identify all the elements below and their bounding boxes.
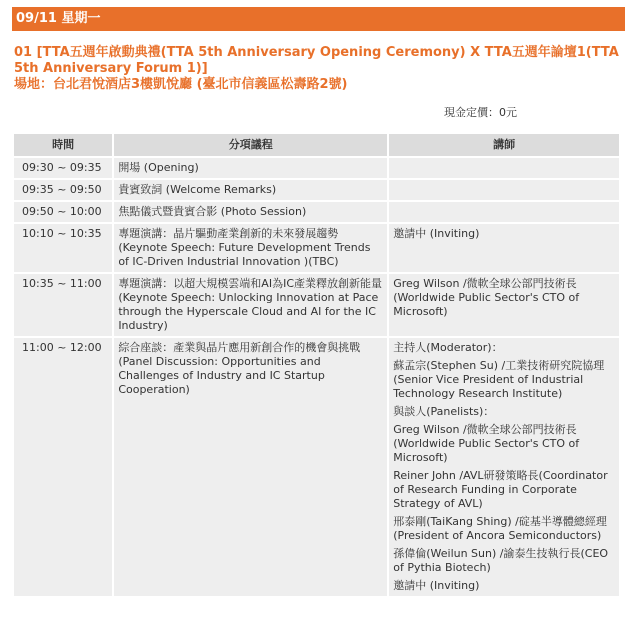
row-agenda: 開場 (Opening) [114, 158, 387, 178]
table-row [14, 202, 619, 222]
speaker-entry: 邀請中 (Inviting) [393, 579, 480, 592]
row-speakers [389, 274, 619, 336]
row-time: 11:00 ~ 12:00 [14, 338, 112, 596]
row-agenda: 綜合座談：產業與晶片應用新創合作的機會與挑戰(Panel Discussion: Opportunities and Challenges of Industry and IC Startup Cooperation) [114, 338, 387, 596]
row-speakers [389, 158, 619, 178]
schedule-body [14, 158, 619, 596]
row-agenda: 貴賓致詞 (Welcome Remarks) [114, 180, 387, 200]
table-row [14, 158, 619, 178]
speaker-entry: Greg Wilson /微軟全球公部門技術長(Worldwide Public Sector's CTO of Microsoft) [393, 423, 580, 464]
row-time: 10:35 ~ 11:00 [14, 274, 112, 336]
session-venue: 場地：台北君悅酒店3樓凱悅廳 (臺北市信義區松壽路2號) [14, 77, 348, 92]
session-title [14, 45, 626, 93]
table-row [14, 180, 619, 200]
header-speaker: 講師 [389, 134, 619, 156]
row-speakers [389, 224, 619, 272]
row-agenda: 專題演講：晶片驅動產業創新的未來發展趨勢(Keynote Speech: Future Development Trends of IC-Driven Industrial Innovation )(TBC) [114, 224, 387, 272]
speaker-entry: Reiner John /AVL研發策略長(Coordinator of Research Funding in Corporate Strategy of AVL) [393, 469, 608, 510]
session-name: 01 [TTA五週年啟動典禮(TTA 5th Anniversary Opening Ceremony) X TTA五週年論壇1(TTA 5th Anniversary Forum 1)] [14, 45, 619, 76]
speaker-entry: 邀請中 (Inviting) [393, 227, 480, 240]
table-row [14, 338, 619, 596]
speaker-entry: 孫偉倫(Weilun Sun) /諭泰生技執行長(CEO of Pythia Biotech) [393, 547, 609, 574]
row-time: 09:30 ~ 09:35 [14, 158, 112, 178]
row-time: 09:50 ~ 10:00 [14, 202, 112, 222]
row-time: 09:35 ~ 09:50 [14, 180, 112, 200]
price-label: 現金定價：0元 [444, 106, 517, 119]
row-time: 10:10 ~ 10:35 [14, 224, 112, 272]
speaker-entry: 蘇孟宗(Stephen Su) /工業技術研究院協理 (Senior Vice President of Industrial Technology Research Institute) [393, 359, 605, 400]
speaker-entry: Greg Wilson /微軟全球公部門技術長(Worldwide Public Sector's CTO of Microsoft) [393, 277, 580, 318]
row-agenda: 焦點儀式暨貴賓合影 (Photo Session) [114, 202, 387, 222]
table-row [14, 224, 619, 272]
table-row [14, 274, 619, 336]
header-time: 時間 [14, 134, 112, 156]
date-header: 09/11 星期一 [12, 7, 625, 31]
table-header-row [14, 134, 619, 156]
row-speakers [389, 180, 619, 200]
speaker-entry: 主持人(Moderator)： [393, 341, 503, 354]
row-speakers [389, 202, 619, 222]
row-agenda: 專題演講：以超大規模雲端和AI為IC產業釋放創新能量(Keynote Speech: Unlocking Innovation at Pace through the Hyperscale Cloud and AI for the IC Industry) [114, 274, 387, 336]
speaker-entry: 與談人(Panelists)： [393, 405, 495, 418]
row-speakers [389, 338, 619, 596]
header-agenda: 分項議程 [114, 134, 387, 156]
schedule-table [12, 132, 621, 598]
speaker-entry: 邢泰剛(TaiKang Shing) /碇基半導體總經理(President of Ancora Semiconductors) [393, 515, 607, 542]
